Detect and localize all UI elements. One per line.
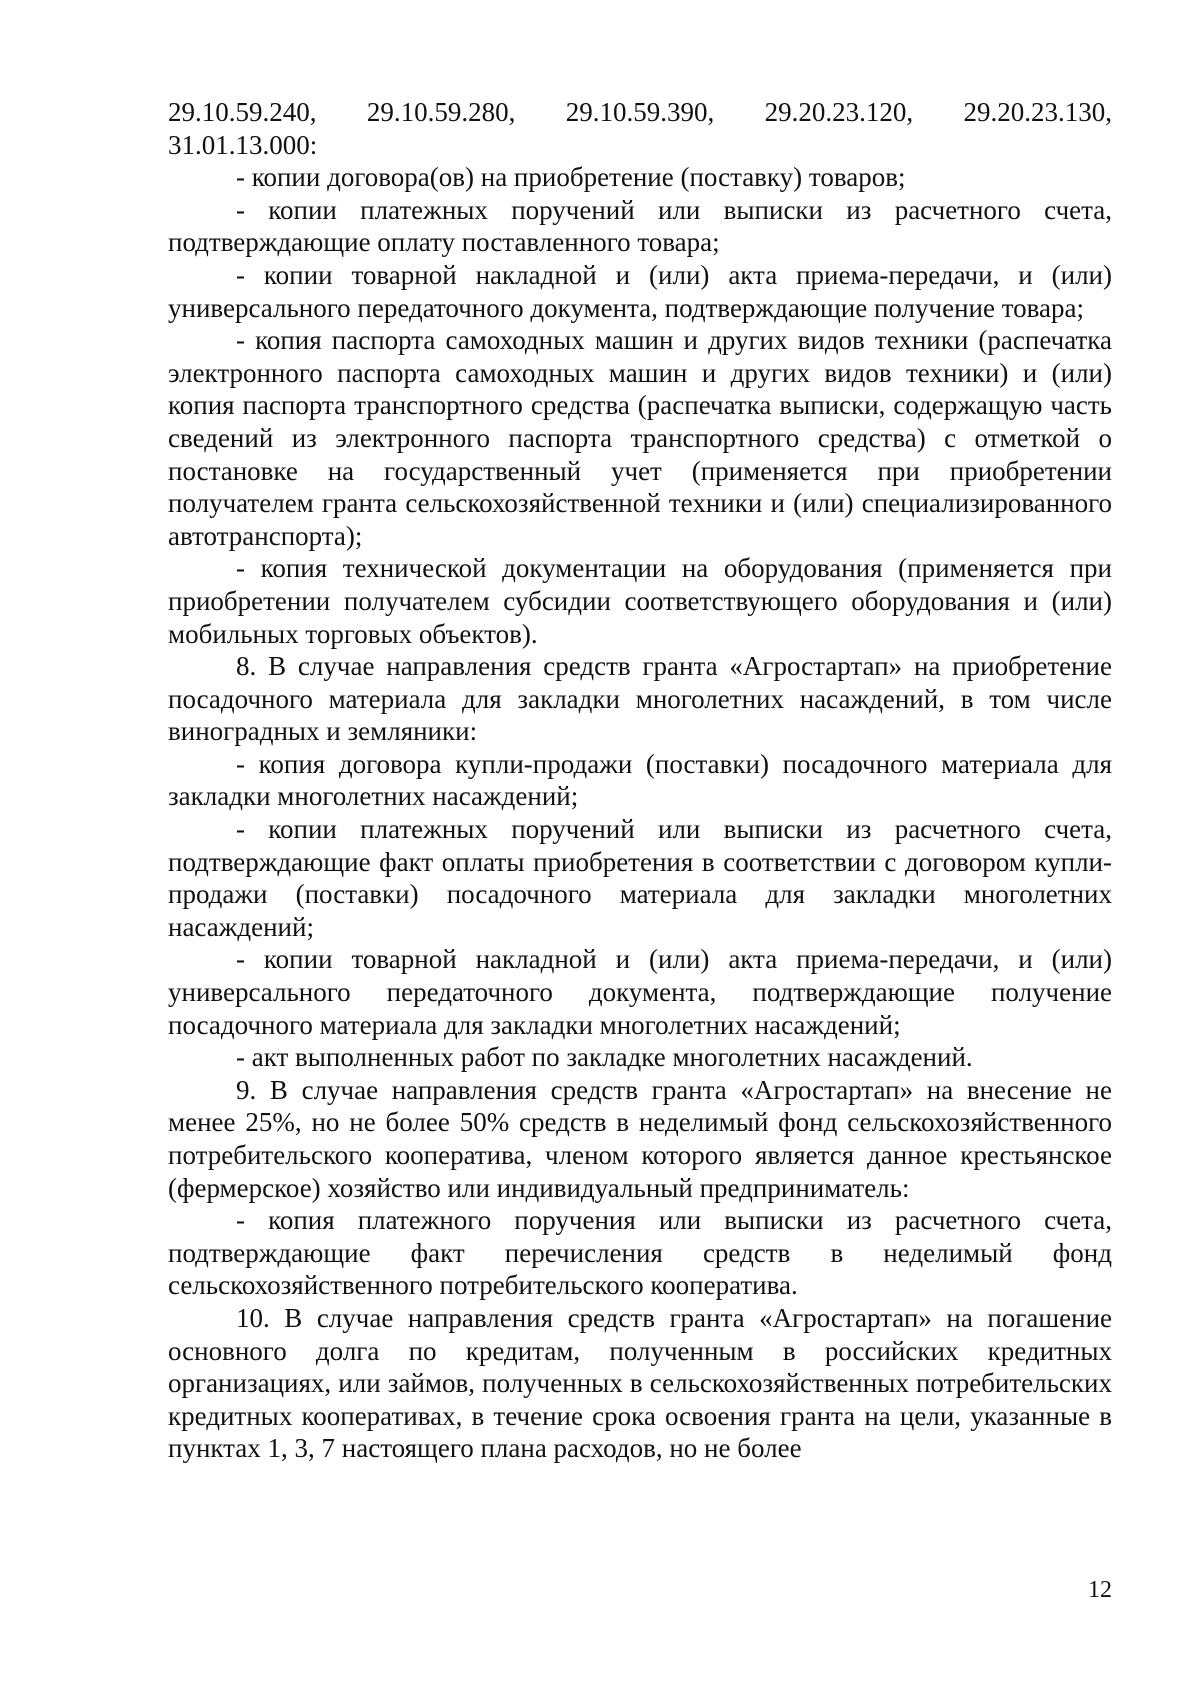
section-9-heading: 9. В случае направления средств гранта «Агростартап» на внесение не менее 25%, но не более 50% средств в неделимый фонд сельскохозяйственного потребительского кооператива, членом которого является данное крестьянское (фермерское) хозяйство или индивидуальный предприниматель: [168,1074,1112,1203]
paragraph: - копии платежных поручений или выписки из расчетного счета, подтверждающие факт оплаты приобретения в соответствии с договором купли-продажи (поставки) посадочного материала для закладки многолетних насаждений; [168,814,1112,942]
okpd-code: 29.20.23.130, [963,97,1112,127]
section-10-heading: 10. В случае направления средств гранта «Агростартап» на погашение основного долга по кредитам, полученным в российских кредитных организациях, или займов, полученных в сельскохозяйственных потребительских кредитных кооперативах, в течение срока освоения гранта на цели, указанные в пунктах 1, 3, 7 настоящего плана расходов, но не более [168,1302,1112,1464]
paragraph: - копии товарной накладной и (или) акта приема-передачи, и (или) универсального передаточного документа, подтверждающие получение посадочного материала для закладки многолетних насаждений; [168,944,1112,1040]
okpd-code-tail: 31.01.13.000: [168,129,318,160]
paragraph: - копии товарной накладной и (или) акта приема-передачи, и (или) универсального передаточного документа, подтверждающие получение товара; [168,259,1112,323]
page-number: 12 [1088,1577,1112,1603]
paragraph: - акт выполненных работ по закладке многолетних насаждений. [236,1042,973,1073]
paragraph: - копия паспорта самоходных машин и других видов техники (распечатка электронного паспорта самоходных машин и других видов техники) и (или) копия паспорта транспортного средства (распечатка выписки, содержащую часть сведений из электронного паспорта транспортного средства) с отметкой о постановке на государственный учет (применяется при приобретении получателем гранта сельскохозяйственной техники и (или) специализированного автотранспорта); [168,325,1112,551]
paragraph: - копии платежных поручений или выписки из расчетного счета, подтверждающие оплату поставленного товара; [168,194,1112,258]
document-body [168,96,1112,1465]
okpd-code: 29.20.23.120, [764,97,914,127]
okpd-codes-line [168,96,1112,129]
okpd-code: 29.10.59.280, [366,97,516,127]
paragraph: - копия договора купли-продажи (поставки) посадочного материала для закладки многолетних насаждений; [168,748,1112,812]
section-8-heading: 8. В случае направления средств гранта «Агростартап» на приобретение посадочного материала для закладки многолетних насаждений, в том числе виноградных и земляники: [168,651,1112,747]
okpd-code: 29.10.59.390, [565,97,715,127]
paragraph: - копии договора(ов) на приобретение (поставку) товаров; [236,162,906,193]
okpd-code: 29.10.59.240, [168,97,317,127]
paragraph: - копия технической документации на оборудования (применяется при приобретении получателем субсидии соответствующего оборудования и (или) мобильных торговых объектов). [168,553,1112,649]
paragraph: - копия платежного поручения или выписки из расчетного счета, подтверждающие факт перечисления средств в неделимый фонд сельскохозяйственного потребительского кооператива. [168,1205,1112,1301]
